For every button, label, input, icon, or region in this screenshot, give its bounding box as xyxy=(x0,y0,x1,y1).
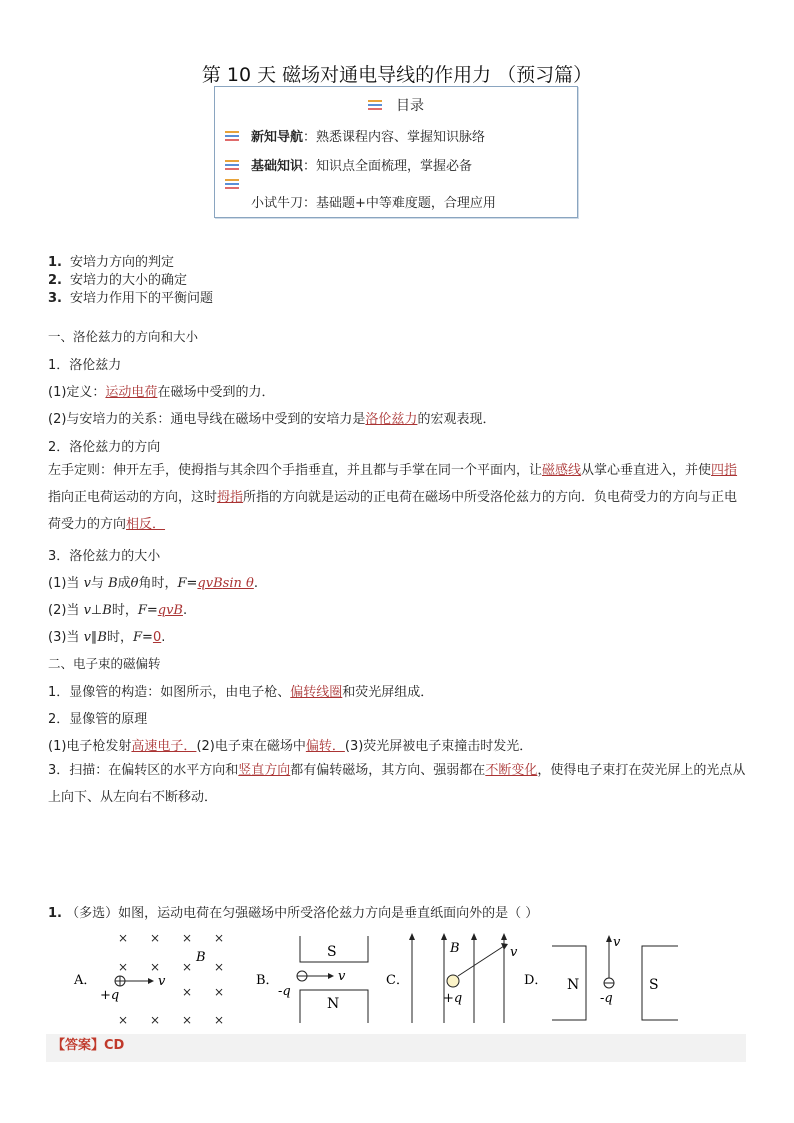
text: = xyxy=(186,576,198,591)
subheading-principle: 2．显像管的原理 xyxy=(48,712,148,727)
left-hand-rule-paragraph xyxy=(48,457,748,538)
principle-line xyxy=(48,735,532,754)
svg-text:×: × xyxy=(214,985,225,999)
velocity-label: v xyxy=(158,974,166,989)
text: 成 xyxy=(117,576,131,591)
toc-item-2[interactable] xyxy=(225,155,472,174)
blank-answer: 高速电子． xyxy=(131,739,197,754)
answer-box xyxy=(46,1034,746,1062)
goal-item xyxy=(48,254,213,272)
svg-text:×: × xyxy=(182,960,193,974)
toc-box xyxy=(214,86,578,218)
blank-answer: 0 xyxy=(152,630,162,645)
subheading-magnitude: 3．洛伦兹力的大小 xyxy=(48,549,161,564)
svg-text:×: × xyxy=(118,960,129,974)
symbol: θ xyxy=(130,576,139,591)
option-label: B． xyxy=(256,973,279,988)
toc-heading xyxy=(215,95,577,115)
answer-label: 【答案】 xyxy=(52,1038,105,1053)
text: (2)电子束在磁场中 xyxy=(196,739,306,754)
text: 的宏观表现． xyxy=(417,412,496,427)
symbol: v xyxy=(83,576,91,591)
goal-text: 安培力作用下的平衡问题 xyxy=(69,291,213,306)
svg-text:×: × xyxy=(214,960,225,974)
text: 指向正电荷运动的方向，这时 xyxy=(48,490,218,505)
text: (3)当 xyxy=(48,630,84,645)
list-icon xyxy=(225,160,239,171)
section-heading-2: 二、电子束的磁偏转 xyxy=(48,656,161,671)
blank-answer: 偏转线圈 xyxy=(290,685,343,700)
goal-text: 安培力的大小的确定 xyxy=(69,273,187,288)
blank-answer: sin θ xyxy=(222,576,254,591)
text: (3)荧光屏被电子束撞击时发光． xyxy=(344,739,533,754)
text: 与 xyxy=(90,576,109,591)
velocity-label: v xyxy=(338,969,346,984)
list-icon xyxy=(225,179,239,190)
toc-item-1-title: 新知导航 xyxy=(251,130,304,145)
pole-label: S xyxy=(327,944,337,960)
figure-a[interactable] xyxy=(73,931,224,1027)
text: ⊥ xyxy=(90,603,103,618)
symbol: B xyxy=(102,603,112,618)
page-title: 第 10 天 磁场对通电导线的作用力 （预习篇） xyxy=(201,64,593,86)
symbol: F xyxy=(137,603,147,618)
field-into-page-crosses xyxy=(118,931,224,1027)
toc-item-3-desc: 小试牛刀：基础题+中等难度题，合理应用 xyxy=(251,196,496,211)
text: 角时， xyxy=(138,576,178,591)
formula-line-2 xyxy=(48,599,187,618)
field-label: B xyxy=(450,941,460,956)
figure-c[interactable] xyxy=(386,933,518,1023)
option-label: C． xyxy=(386,973,409,988)
goal-item xyxy=(48,290,213,308)
pole-label: N xyxy=(567,977,580,993)
svg-text:×: × xyxy=(182,931,193,945)
text: (1)当 xyxy=(48,576,84,591)
blank-answer: qvB xyxy=(197,576,223,591)
text: 在磁场中受到的力． xyxy=(157,385,275,400)
symbol: v xyxy=(83,603,91,618)
svg-text:×: × xyxy=(150,931,161,945)
toc-item-2-desc: ：知识点全面梳理，掌握必备 xyxy=(303,159,473,174)
goal-text: 安培力方向的判定 xyxy=(69,255,174,270)
field-label: B xyxy=(196,950,206,965)
svg-text:×: × xyxy=(214,931,225,945)
toc-item-3[interactable] xyxy=(225,179,496,211)
text: ∥ xyxy=(90,630,98,645)
text: . xyxy=(161,630,166,645)
blank-answer: 不断变化 xyxy=(485,763,538,778)
blank-answer: 洛伦兹力 xyxy=(365,412,418,427)
text: (2)与安培力的关系：通电导线在磁场中受到的安培力是 xyxy=(48,412,366,427)
svg-text:×: × xyxy=(182,985,193,999)
question-text: （多选）如图，运动电荷在匀强磁场中所受洛伦兹力方向是垂直纸面向外的是（ ） xyxy=(66,906,539,921)
svg-text:×: × xyxy=(118,1013,129,1027)
text: ，使得电子束打在荧光屏上的光点从上向下、从左向右不断移动． xyxy=(48,763,746,805)
svg-text:×: × xyxy=(182,1013,193,1027)
formula-line-3 xyxy=(48,626,165,645)
text: 时， xyxy=(106,630,133,645)
text: 3．扫描：在偏转区的水平方向和 xyxy=(48,763,239,778)
symbol: F xyxy=(177,576,187,591)
toc-heading-text: 目录 xyxy=(396,98,424,114)
list-icon xyxy=(225,131,239,142)
text: = xyxy=(142,630,153,645)
crt-structure-line xyxy=(48,681,433,700)
blank-answer: 磁感线 xyxy=(542,463,582,478)
magnet-right xyxy=(642,946,678,1020)
pole-label: S xyxy=(649,977,659,993)
question-1 xyxy=(48,902,538,921)
text: 都有偏转磁场，其方向、强弱都在 xyxy=(290,763,486,778)
svg-text:×: × xyxy=(150,960,161,974)
text: (2)当 xyxy=(48,603,84,618)
toc-item-2-title: 基础知识 xyxy=(251,159,304,174)
velocity-label: v xyxy=(613,935,621,950)
velocity-label: v xyxy=(510,945,518,960)
text: = xyxy=(146,603,158,618)
blank-answer: 偏转． xyxy=(305,739,345,754)
answer-value: CD xyxy=(104,1038,125,1053)
formula-line-1 xyxy=(48,572,258,591)
charge-label: -q xyxy=(600,991,613,1006)
svg-text:×: × xyxy=(214,1013,225,1027)
text: 所指的方向就是运动的正电荷在磁场中所受洛伦兹力的方向．负电荷受力的方向与正电荷受力的方向 xyxy=(48,490,738,532)
option-label: A． xyxy=(74,973,97,988)
subheading-lorentz: 1．洛伦兹力 xyxy=(48,358,122,373)
text: . xyxy=(253,576,258,591)
text: . xyxy=(183,603,188,618)
question-number: 1. xyxy=(48,906,62,921)
blank-answer: qvB xyxy=(157,603,183,618)
question-figures xyxy=(60,926,700,1030)
section-heading-1: 一、洛伦兹力的方向和大小 xyxy=(48,329,199,344)
option-label: D． xyxy=(524,973,548,988)
toc-item-1-desc: ：熟悉课程内容、掌握知识脉络 xyxy=(303,130,486,145)
figure-d[interactable] xyxy=(524,935,678,1020)
scan-paragraph xyxy=(48,757,748,811)
text: 从掌心垂直进入，并使 xyxy=(581,463,712,478)
blank-answer: 四指 xyxy=(711,463,738,478)
text: 时， xyxy=(111,603,138,618)
text: (1)电子枪发射 xyxy=(48,739,132,754)
velocity-arrow xyxy=(458,946,504,976)
symbol: F xyxy=(133,630,143,645)
charge-label: -q xyxy=(278,984,291,999)
symbol: B xyxy=(108,576,118,591)
list-icon xyxy=(368,100,382,111)
relation-line xyxy=(48,408,495,427)
text: 1．显像管的构造：如图所示，由电子枪、 xyxy=(48,685,291,700)
subheading-direction: 2．洛伦兹力的方向 xyxy=(48,440,161,455)
blank-answer: 相反． xyxy=(126,517,166,532)
goal-number: 3. xyxy=(48,291,62,306)
goal-item xyxy=(48,272,213,290)
svg-text:×: × xyxy=(118,931,129,945)
blank-answer: 竖直方向 xyxy=(238,763,291,778)
pole-label: N xyxy=(327,996,340,1012)
goal-number: 1. xyxy=(48,255,62,270)
symbol: v xyxy=(83,630,91,645)
toc-item-1[interactable] xyxy=(225,126,485,145)
figure-b[interactable] xyxy=(256,936,368,1023)
symbol: B xyxy=(97,630,107,645)
text: 左手定则：伸开左手，使拇指与其余四个手指垂直，并且都与手掌在同一个平面内，让 xyxy=(48,463,543,478)
text: (1)定义： xyxy=(48,385,106,400)
charge-icon xyxy=(447,975,459,987)
blank-answer: 拇指 xyxy=(217,490,244,505)
text: 和荧光屏组成． xyxy=(342,685,434,700)
goal-number: 2. xyxy=(48,273,62,288)
charge-label: +q xyxy=(443,991,463,1006)
charge-label: +q xyxy=(100,988,120,1003)
blank-answer: 运动电荷 xyxy=(105,385,158,400)
svg-text:×: × xyxy=(150,1013,161,1027)
definition-line xyxy=(48,381,274,400)
learning-goals xyxy=(48,254,213,308)
